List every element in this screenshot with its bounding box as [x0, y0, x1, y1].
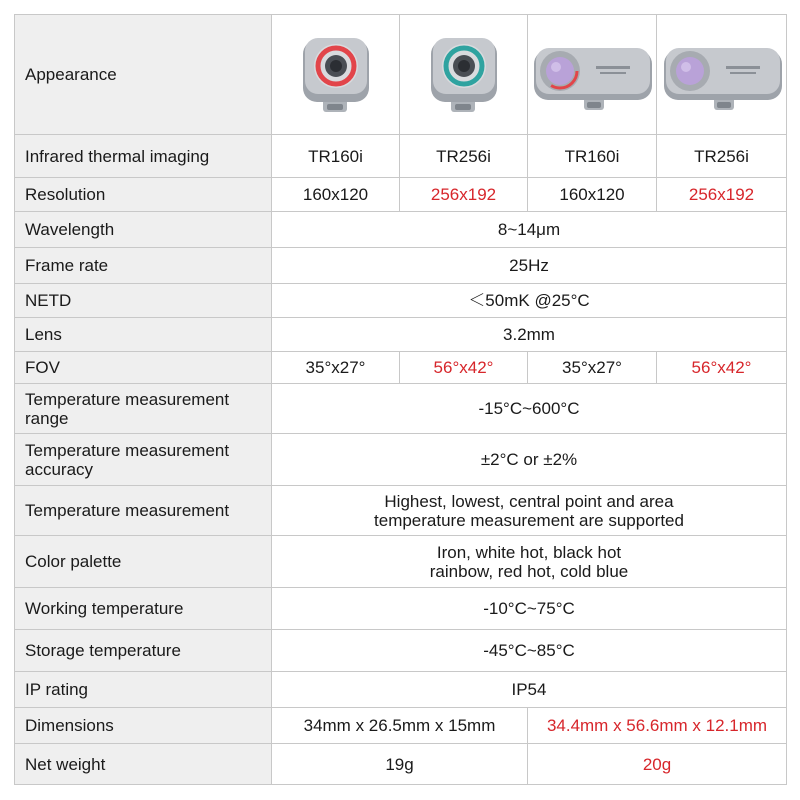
resolution-3: 160x120 [528, 178, 657, 212]
spec-table-container [14, 14, 786, 786]
ip-rating-value: IP54 [272, 672, 787, 708]
label-storage-temp: Storage temperature [15, 630, 272, 672]
label-model: Infrared thermal imaging [15, 135, 272, 178]
dimensions-flat: 34.4mm x 56.6mm x 12.1mm [528, 708, 787, 744]
temp-accuracy-value: ±2°C or ±2% [272, 434, 787, 486]
resolution-2: 256x192 [400, 178, 528, 212]
storage-temp-value: -45°C~85°C [272, 630, 787, 672]
row-netd [15, 284, 787, 318]
label-working-temp: Working temperature [15, 588, 272, 630]
row-color-palette [15, 536, 787, 588]
label-frame-rate: Frame rate [15, 248, 272, 284]
label-temp-accuracy-line-1: Temperature measurement [25, 440, 230, 460]
fov-1: 35°x27° [272, 352, 400, 384]
wavelength-value: 8~14μm [272, 212, 787, 248]
appearance-cell-2 [400, 15, 528, 135]
fov-4: 56°x42° [657, 352, 787, 384]
appearance-cell-1 [272, 15, 400, 135]
row-wavelength [15, 212, 787, 248]
temp-range-value: -15°C~600°C [272, 384, 787, 434]
label-fov: FOV [15, 352, 272, 384]
label-temp-accuracy [15, 434, 272, 486]
label-net-weight: Net weight [15, 744, 272, 785]
label-lens: Lens [15, 318, 272, 352]
label-temp-range-line-2: range [25, 408, 69, 428]
row-appearance [15, 15, 787, 135]
temp-measurement-value [272, 486, 787, 536]
model-2: TR256i [400, 135, 528, 178]
frame-rate-value: 25Hz [272, 248, 787, 284]
label-appearance: Appearance [15, 15, 272, 135]
row-net-weight [15, 744, 787, 785]
net-weight-flat: 20g [528, 744, 787, 785]
row-temp-range [15, 384, 787, 434]
temp-measurement-line-2: temperature measurement are supported [374, 510, 684, 530]
color-palette-line-1: Iron, white hot, black hot [436, 542, 622, 562]
label-netd: NETD [15, 284, 272, 318]
netd-value: ＜50mK @25°C [272, 284, 787, 318]
row-model [15, 135, 787, 178]
row-storage-temp [15, 630, 787, 672]
appearance-cell-3 [528, 15, 657, 135]
label-resolution: Resolution [15, 178, 272, 212]
label-wavelength: Wavelength [15, 212, 272, 248]
square-thermal-camera-red-ring-icon [291, 30, 381, 120]
model-1: TR160i [272, 135, 400, 178]
temp-measurement-line-1: Highest, lowest, central point and area [384, 491, 674, 511]
row-frame-rate [15, 248, 787, 284]
row-resolution [15, 178, 787, 212]
row-ip-rating [15, 672, 787, 708]
flat-thermal-camera-lens-icon [660, 30, 784, 120]
label-temp-measurement: Temperature measurement [15, 486, 272, 536]
label-color-palette: Color palette [15, 536, 272, 588]
label-temp-range [15, 384, 272, 434]
row-temp-measurement [15, 486, 787, 536]
resolution-1: 160x120 [272, 178, 400, 212]
square-thermal-camera-teal-ring-icon [419, 30, 509, 120]
label-temp-range-line-1: Temperature measurement [25, 389, 230, 409]
label-dimensions: Dimensions [15, 708, 272, 744]
spec-table [14, 14, 787, 785]
appearance-cell-4 [657, 15, 787, 135]
row-working-temp [15, 588, 787, 630]
label-temp-accuracy-line-2: accuracy [25, 459, 94, 479]
flat-thermal-camera-purple-lens-icon [530, 30, 654, 120]
color-palette-line-2: rainbow, red hot, cold blue [429, 561, 629, 581]
model-4: TR256i [657, 135, 787, 178]
working-temp-value: -10°C~75°C [272, 588, 787, 630]
label-ip-rating: IP rating [15, 672, 272, 708]
row-lens [15, 318, 787, 352]
fov-2: 56°x42° [400, 352, 528, 384]
row-fov [15, 352, 787, 384]
row-temp-accuracy [15, 434, 787, 486]
fov-3: 35°x27° [528, 352, 657, 384]
dimensions-small: 34mm x 26.5mm x 15mm [272, 708, 528, 744]
net-weight-small: 19g [272, 744, 528, 785]
model-3: TR160i [528, 135, 657, 178]
row-dimensions [15, 708, 787, 744]
resolution-4: 256x192 [657, 178, 787, 212]
lens-value: 3.2mm [272, 318, 787, 352]
color-palette-value [272, 536, 787, 588]
